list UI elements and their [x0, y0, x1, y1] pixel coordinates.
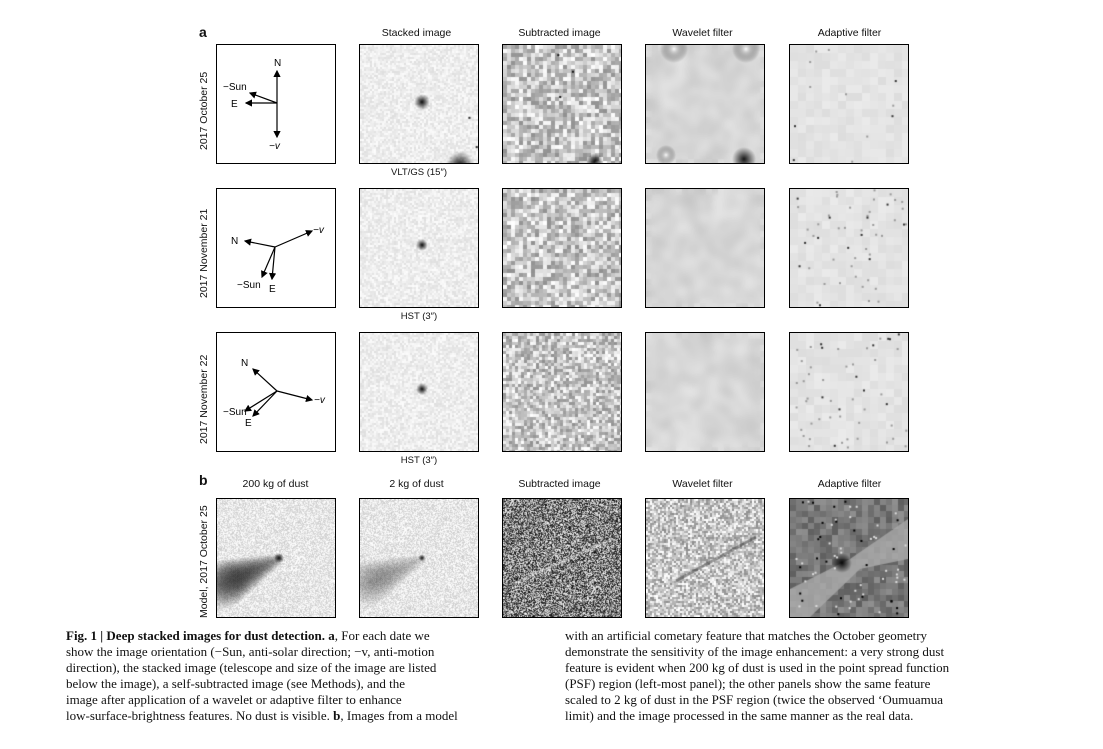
- image-panel-stacked-image: [360, 333, 478, 451]
- instrument-label-nov22: HST (3″): [400, 455, 438, 466]
- col-title-b-wavelet: Wavelet filter: [672, 478, 733, 490]
- col-title-2kg: 2 kg of dust: [389, 478, 444, 490]
- orientation-panel-nov21: [216, 188, 336, 308]
- image-panel-stacked: [359, 332, 479, 452]
- image-panel-wavelet: [645, 332, 765, 452]
- caption-text-a: , For each date we: [334, 628, 430, 643]
- model-panel-200kg: [216, 498, 336, 618]
- image-panel-subtracted: [502, 332, 622, 452]
- caption-right: [565, 628, 1035, 724]
- caption-line: with an artificial cometary feature that matches the October geometry: [565, 628, 928, 643]
- caption-line: feature is evident when 200 kg of dust is used in the point spread function: [565, 660, 950, 675]
- model-panel-2kg: [359, 498, 479, 618]
- model-panel-200kg-image: [217, 499, 335, 617]
- col-title-adaptive: Adaptive filter: [817, 27, 882, 39]
- model-panel-b-adaptive-image: [790, 499, 908, 617]
- caption-line: show the image orientation (−Sun, anti-solar direction; −v, anti-motion: [66, 644, 435, 659]
- north-arrow: [253, 369, 277, 391]
- caption-text-b: , Images from a model: [340, 708, 458, 723]
- image-panel-subtracted-image: [503, 45, 621, 163]
- anti-motion-label: −v: [269, 141, 280, 152]
- row-date-nov21: 2017 November 21: [198, 208, 210, 298]
- model-panel-b-wavelet: [645, 498, 765, 618]
- image-panel-subtracted-image: [503, 189, 621, 307]
- model-panel-b-subtracted-image: [503, 499, 621, 617]
- orientation-panel-nov22: [216, 332, 336, 452]
- image-panel-wavelet-image: [646, 333, 764, 451]
- image-panel-adaptive-image: [790, 189, 908, 307]
- caption-left: [66, 628, 546, 724]
- caption-line: image after application of a wavelet or adaptive filter to enhance: [66, 692, 402, 707]
- row-label-model: Model, 2017 October 25: [198, 505, 210, 618]
- col-title-subtracted: Subtracted image: [518, 27, 601, 39]
- east-label: E: [269, 284, 276, 295]
- panel-label-a: a: [199, 24, 207, 40]
- row-date-oct25: 2017 October 25: [198, 71, 210, 150]
- image-panel-adaptive-image: [790, 45, 908, 163]
- north-arrow: [245, 241, 275, 247]
- caption-line: direction), the stacked image (telescope and size of the image are listed: [66, 660, 437, 675]
- model-panel-b-adaptive: [789, 498, 909, 618]
- image-panel-wavelet-image: [646, 45, 764, 163]
- caption-line: limit) and the image processed in the same manner as the real data.: [565, 708, 914, 723]
- image-panel-adaptive: [789, 188, 909, 308]
- north-label: N: [241, 358, 249, 369]
- model-panel-2kg-image: [360, 499, 478, 617]
- image-panel-wavelet: [645, 44, 765, 164]
- image-panel-wavelet-image: [646, 189, 764, 307]
- caption-bold-b: b: [333, 708, 341, 723]
- anti-sun-label: −Sun: [237, 280, 261, 291]
- instrument-label-oct25: VLT/GS (15″): [391, 167, 447, 178]
- anti-sun-label: −Sun: [223, 407, 247, 418]
- image-panel-subtracted-image: [503, 333, 621, 451]
- caption-line: low-surface-brightness features. No dust is visible.: [66, 708, 330, 723]
- anti-motion-label: −v: [314, 395, 325, 406]
- caption-line: demonstrate the sensitivity of the image enhancement: a very strong dust: [565, 644, 945, 659]
- image-panel-subtracted: [502, 188, 622, 308]
- row-date-nov22: 2017 November 22: [198, 354, 210, 444]
- east-label: E: [231, 99, 238, 110]
- model-panel-b-wavelet-image: [646, 499, 764, 617]
- orientation-diagram: [217, 189, 335, 307]
- model-panel-b-subtracted: [502, 498, 622, 618]
- instrument-label-nov21: HST (3″): [400, 311, 438, 322]
- image-panel-adaptive-image: [790, 333, 908, 451]
- image-panel-stacked-image: [360, 189, 478, 307]
- east-label: E: [245, 418, 252, 429]
- col-title-b-adaptive: Adaptive filter: [817, 478, 882, 490]
- north-label: N: [231, 236, 239, 247]
- anti-motion-arrow: [275, 231, 312, 247]
- image-panel-adaptive: [789, 44, 909, 164]
- anti-motion-arrow: [277, 391, 312, 400]
- caption-line: scaled to 2 kg of dust in the PSF region (twice the observed ‘Oumuamua: [565, 692, 944, 707]
- anti-motion-label: −v: [313, 225, 324, 236]
- caption-title: Fig. 1 | Deep stacked images for dust detection.: [66, 628, 325, 643]
- col-title-200kg: 200 kg of dust: [242, 478, 309, 490]
- image-panel-subtracted: [502, 44, 622, 164]
- orientation-diagram: [217, 45, 335, 163]
- col-title-wavelet: Wavelet filter: [672, 27, 733, 39]
- orientation-panel-oct25: [216, 44, 336, 164]
- orientation-diagram: [217, 333, 335, 451]
- col-title-stacked: Stacked image: [381, 27, 452, 39]
- anti-sun-arrow: [250, 93, 277, 103]
- image-panel-adaptive: [789, 332, 909, 452]
- col-title-b-subtracted: Subtracted image: [518, 478, 601, 490]
- caption-line: (PSF) region (left-most panel); the other panels show the same feature: [565, 676, 931, 691]
- image-panel-stacked-image: [360, 45, 478, 163]
- anti-sun-label: −Sun: [223, 82, 247, 93]
- caption-line: below the image), a self-subtracted image (see Methods), and the: [66, 676, 405, 691]
- image-panel-wavelet: [645, 188, 765, 308]
- north-label: N: [274, 58, 282, 69]
- panel-label-b: b: [199, 472, 208, 488]
- caption-bold-a: a: [328, 628, 335, 643]
- image-panel-stacked: [359, 44, 479, 164]
- image-panel-stacked: [359, 188, 479, 308]
